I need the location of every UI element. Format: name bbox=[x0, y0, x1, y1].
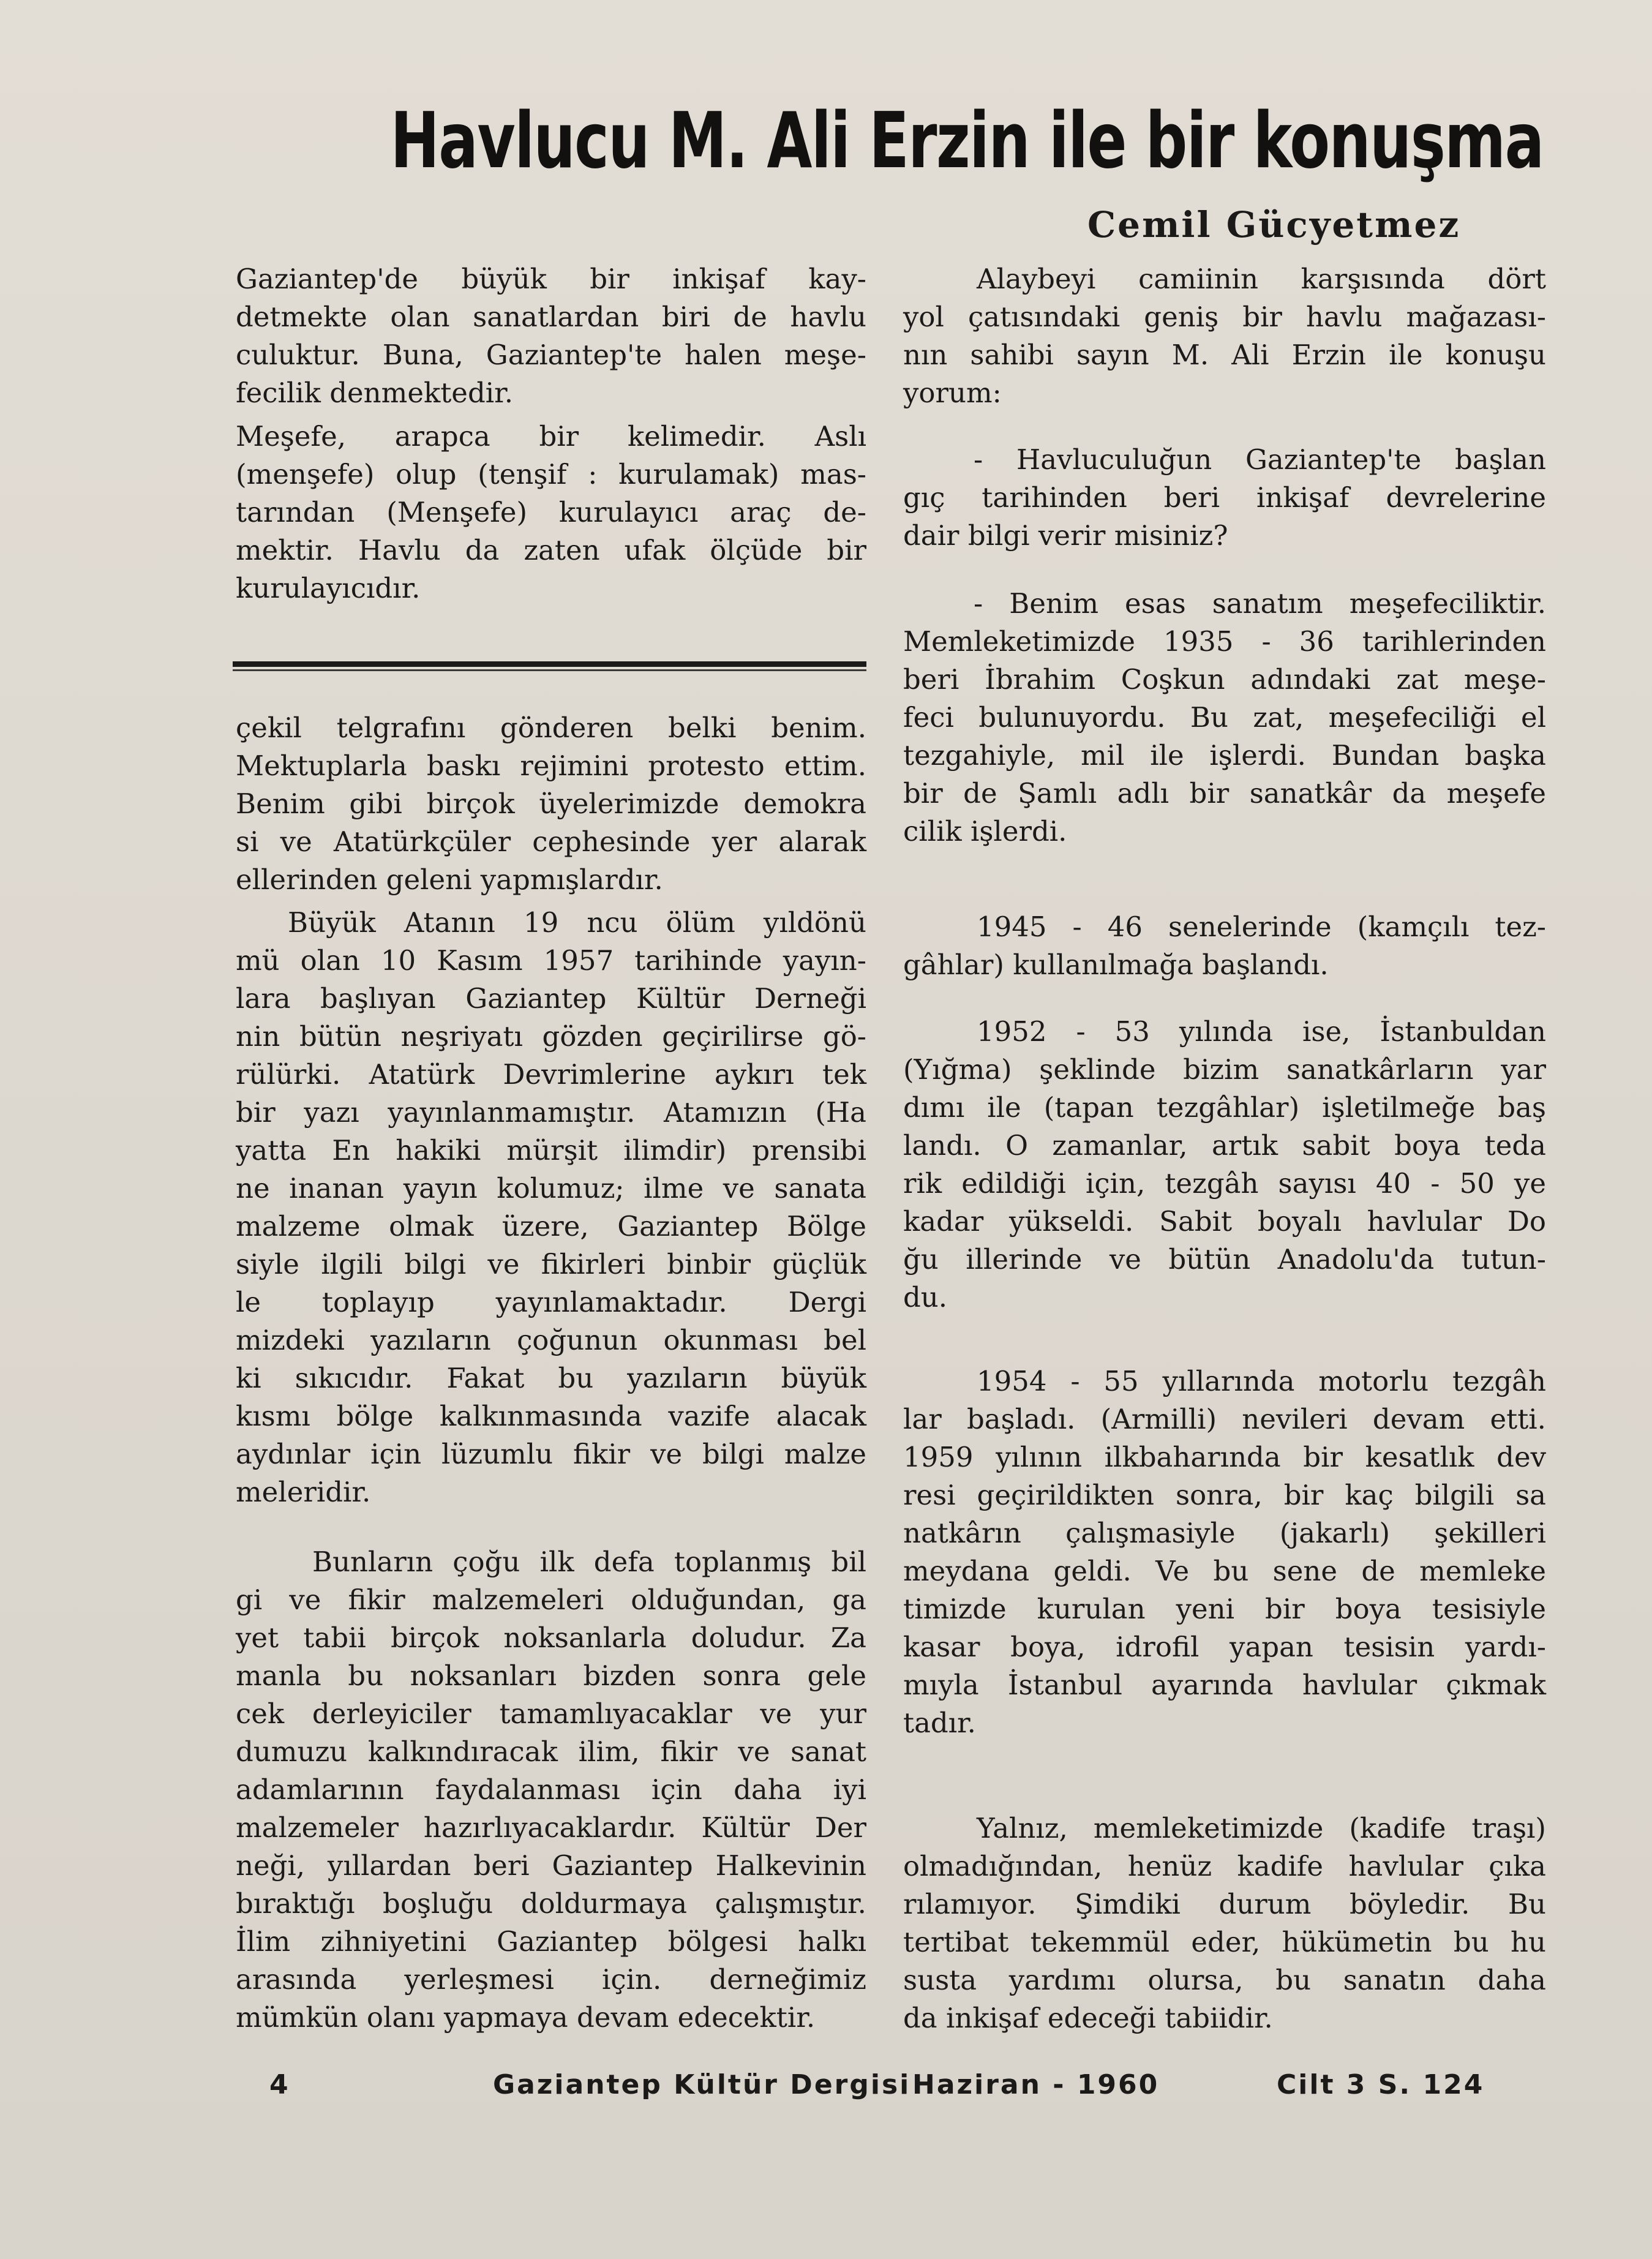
interview-answer bbox=[903, 908, 1546, 984]
text-line: manla bu noksanları bizden sonra gele bbox=[236, 1659, 866, 1692]
text-line: kurulayıcıdır. bbox=[236, 572, 421, 604]
text-line: - Havluculuğun Gaziantep'te başlan bbox=[974, 443, 1546, 476]
text-line: 1952 - 53 yılında ise, İstanbuldan bbox=[977, 1015, 1546, 1048]
text-line: gâhlar) kullanılmağa başlandı. bbox=[903, 949, 1329, 981]
body-paragraph bbox=[236, 709, 866, 899]
text-line: Yalnız, memleketimizde (kadife traşı) bbox=[977, 1812, 1546, 1844]
intro-paragraph bbox=[236, 418, 866, 607]
text-line: İlim zihniyetini Gaziantep bölgesi halkı bbox=[236, 1925, 866, 1958]
text-line: (Yığma) şeklinde bizim sanatkârların yar bbox=[903, 1053, 1546, 1086]
text-line: çekil telgrafını gönderen belki benim. bbox=[236, 712, 866, 744]
text-line: Meşefe, arapca bir kelimedir. Aslı bbox=[236, 420, 866, 453]
text-line: natkârın çalışmasiyle (jakarlı) şekilleri bbox=[903, 1517, 1546, 1549]
interview-answer bbox=[903, 1363, 1546, 1742]
text-line: ki sıkıcıdır. Fakat bu yazıların büyük bbox=[236, 1362, 866, 1394]
text-line: mizdeki yazıların çoğunun okunması bel bbox=[236, 1324, 866, 1356]
text-line: mıyla İstanbul ayarında havlular çıkmak bbox=[903, 1669, 1546, 1701]
interview-question bbox=[903, 441, 1546, 555]
text-line: 1954 - 55 yıllarında motorlu tezgâh bbox=[977, 1365, 1546, 1397]
text-line: tadır. bbox=[903, 1707, 976, 1739]
text-line: kadar yükseldi. Sabit boyalı havlular Do bbox=[903, 1205, 1546, 1238]
text-line: si ve Atatürkçüler cephesinde yer alarak bbox=[236, 825, 866, 858]
text-line: ğu illerinde ve bütün Anadolu'da tutun- bbox=[903, 1243, 1546, 1276]
interview-paragraph bbox=[903, 260, 1546, 412]
body-paragraph bbox=[236, 904, 866, 1511]
text-line: fecilik denmektedir. bbox=[236, 377, 514, 409]
text-line: mü olan 10 Kasım 1957 tarihinde yayın- bbox=[236, 944, 866, 977]
text-line: Memleketimizde 1935 - 36 tarihlerinden bbox=[903, 625, 1546, 658]
text-line: neği, yıllardan beri Gaziantep Halkevinin bbox=[236, 1849, 866, 1882]
text-line: dair bilgi verir misiniz? bbox=[903, 519, 1228, 552]
interview-answer bbox=[903, 585, 1546, 851]
text-line: kısmı bölge kalkınmasında vazife alacak bbox=[236, 1400, 866, 1432]
text-line: meleridir. bbox=[236, 1476, 371, 1508]
text-line: ne inanan yayın kolumuz; ilme ve sanata bbox=[236, 1172, 866, 1205]
text-line: 1959 yılının ilkbaharında bir kesatlık dev bbox=[903, 1441, 1546, 1473]
text-line: timizde kurulan yeni bir boya tesisiyle bbox=[903, 1593, 1546, 1625]
text-line: olmadığından, henüz kadife havlular çıka bbox=[903, 1850, 1546, 1882]
author-byline: Cemil Gücyetmez bbox=[1087, 204, 1461, 246]
text-line: du. bbox=[903, 1281, 948, 1314]
text-line: adamlarının faydalanması için daha iyi bbox=[236, 1773, 866, 1806]
text-line: nın sahibi sayın M. Ali Erzin ile konuşu bbox=[903, 339, 1546, 371]
text-line: nin bütün neşriyatı gözden geçirilirse gö- bbox=[236, 1020, 866, 1053]
interview-answer bbox=[903, 1013, 1546, 1317]
text-line: Benim gibi birçok üyelerimizde demokra bbox=[236, 787, 866, 820]
text-line: susta yardımı olursa, bu sanatın daha bbox=[903, 1964, 1546, 1996]
page-number: 4 bbox=[269, 2069, 290, 2100]
text-line: kasar boya, idrofil yapan tesisin yardı- bbox=[903, 1631, 1546, 1663]
text-line: yol çatısındaki geniş bir havlu mağazası- bbox=[903, 301, 1546, 333]
text-line: rik edildiği için, tezgâh sayısı 40 - 50 ye bbox=[903, 1167, 1546, 1200]
text-line: bir yazı yayınlanmamıştır. Atamızın (Ha bbox=[236, 1096, 866, 1129]
text-line: Büyük Atanın 19 ncu ölüm yıldönü bbox=[288, 906, 866, 939]
text-line: yorum: bbox=[903, 377, 1002, 409]
text-line: gi ve fikir malzemeleri olduğundan, ga bbox=[236, 1584, 866, 1616]
text-line: beri İbrahim Coşkun adındaki zat meşe- bbox=[903, 663, 1546, 696]
text-line: (menşefe) olup (tenşif : kurulamak) mas- bbox=[236, 458, 866, 491]
intro-paragraph bbox=[236, 260, 866, 412]
text-line: da inkişaf edeceği tabiidir. bbox=[903, 2002, 1273, 2034]
text-line: ellerinden geleni yapmışlardır. bbox=[236, 863, 663, 896]
text-line: culuktur. Buna, Gaziantep'te halen meşe- bbox=[236, 339, 866, 371]
section-divider bbox=[233, 661, 866, 667]
text-line: meydana geldi. Ve bu sene de memleke bbox=[903, 1555, 1546, 1587]
interview-answer bbox=[903, 1810, 1546, 2037]
text-line: rülürki. Atatürk Devrimlerine aykırı tek bbox=[236, 1058, 866, 1091]
text-line: mümkün olanı yapmaya devam edecektir. bbox=[236, 2001, 816, 2034]
volume-issue: Cilt 3 S. 124 bbox=[1277, 2069, 1485, 2100]
text-line: feci bulunuyordu. Bu zat, meşefeciliği el bbox=[903, 701, 1546, 734]
text-line: arasında yerleşmesi için. derneğimiz bbox=[236, 1963, 866, 1996]
article-title: Havlucu M. Ali Erzin ile bir konuşma bbox=[390, 96, 1544, 186]
text-line: tertibat tekemmül eder, hükümetin bu hu bbox=[903, 1926, 1546, 1958]
text-line: lar başladı. (Armilli) nevileri devam etti. bbox=[903, 1403, 1546, 1435]
text-line: bıraktığı boşluğu doldurmaya çalışmıştır. bbox=[236, 1887, 866, 1920]
text-line: - Benim esas sanatım meşefeciliktir. bbox=[974, 587, 1546, 620]
text-line: Alaybeyi camiinin karşısında dört bbox=[977, 263, 1546, 295]
section-divider-thin bbox=[233, 669, 866, 671]
text-line: cek derleyiciler tamamlıyacaklar ve yur bbox=[236, 1697, 866, 1730]
text-line: tarından (Menşefe) kurulayıcı araç de- bbox=[236, 496, 866, 528]
text-line: detmekte olan sanatlardan biri de havlu bbox=[236, 301, 866, 333]
text-line: yet tabii birçok noksanlarla doludur. Za bbox=[236, 1622, 866, 1654]
text-line: lara başlıyan Gaziantep Kültür Derneği bbox=[236, 982, 866, 1015]
text-line: mektir. Havlu da zaten ufak ölçüde bir bbox=[236, 534, 866, 566]
body-paragraph bbox=[236, 1543, 866, 2037]
text-line: dımı ile (tapan tezgâhlar) işletilmeğe baş bbox=[903, 1091, 1546, 1124]
text-line: resi geçirildikten sonra, bir kaç bilgili sa bbox=[903, 1479, 1546, 1511]
text-line: Mektuplarla baskı rejimini protesto ettim. bbox=[236, 750, 866, 782]
text-line: aydınlar için lüzumlu fikir ve bilgi malze bbox=[236, 1438, 866, 1470]
text-line: Gaziantep'de büyük bir inkişaf kay- bbox=[236, 263, 866, 295]
text-line: gıç tarihinden beri inkişaf devrelerine bbox=[903, 481, 1546, 514]
journal-name: Gaziantep Kültür Dergisi bbox=[493, 2069, 911, 2100]
text-line: Bunların çoğu ilk defa toplanmış bil bbox=[312, 1546, 866, 1578]
text-line: malzemeler hazırlıyacaklardır. Kültür Der bbox=[236, 1811, 866, 1844]
text-line: landı. O zamanlar, artık sabit boya teda bbox=[903, 1129, 1546, 1162]
text-line: yatta En hakiki mürşit ilimdir) prensibi bbox=[236, 1134, 866, 1167]
text-line: 1945 - 46 senelerinde (kamçılı tez- bbox=[977, 911, 1546, 943]
text-line: malzeme olmak üzere, Gaziantep Bölge bbox=[236, 1210, 866, 1242]
text-line: bir de Şamlı adlı bir sanatkâr da meşefe bbox=[903, 777, 1546, 810]
text-line: cilik işlerdi. bbox=[903, 815, 1067, 848]
issue-date: Haziran - 1960 bbox=[912, 2069, 1160, 2100]
text-line: dumuzu kalkındıracak ilim, fikir ve sanat bbox=[236, 1735, 866, 1768]
text-line: tezgahiyle, mil ile işlerdi. Bundan başka bbox=[903, 739, 1546, 772]
text-line: rılamıyor. Şimdiki durum böyledir. Bu bbox=[903, 1888, 1546, 1920]
text-line: siyle ilgili bilgi ve fikirleri binbir güçlük bbox=[236, 1248, 866, 1280]
text-line: le toplayıp yayınlamaktadır. Dergi bbox=[236, 1286, 866, 1318]
